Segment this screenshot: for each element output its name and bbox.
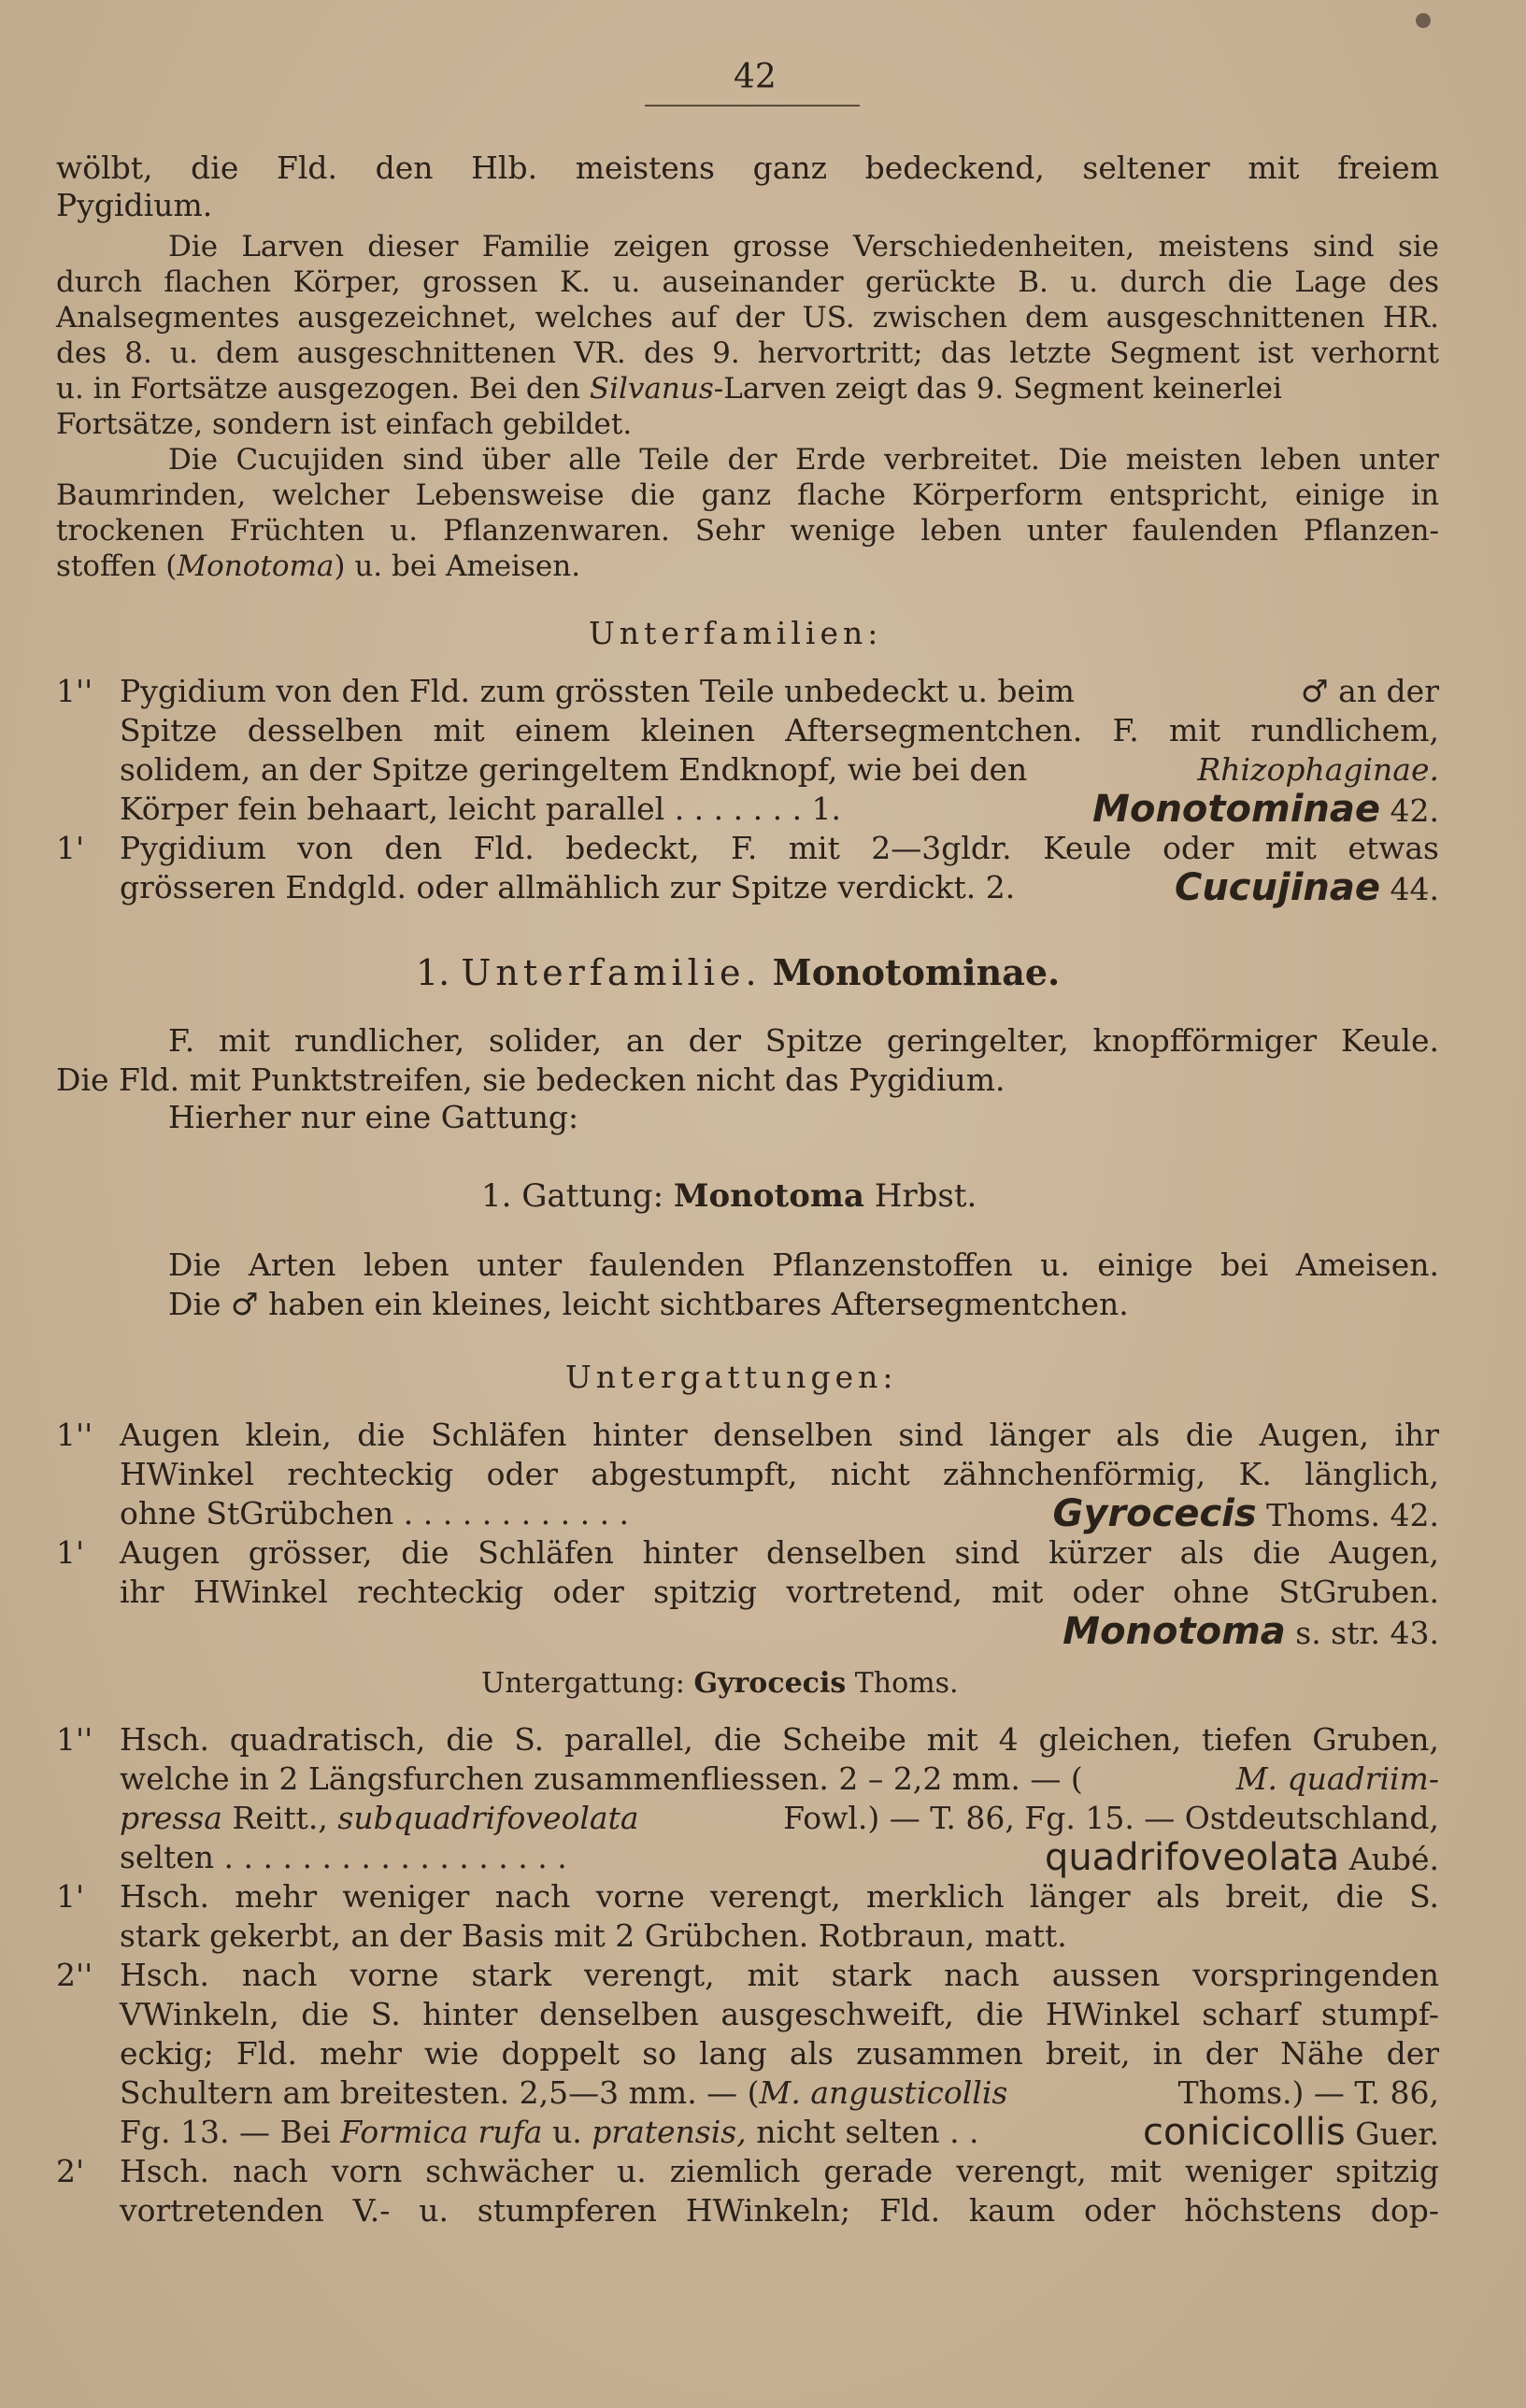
subfamily-desc-1: F. mit rundlicher, solider, an der Spitze geringelter, knopfförmiger Keule.	[168, 1022, 1439, 1059]
key3-2a-line-2: VWinkeln, die S. hinter denselben ausgeschweift, die HWinkel scharf stumpf-	[120, 1996, 1439, 2032]
key1-a-number: 1''	[56, 673, 93, 709]
subfamily-name: Monotominae.	[772, 951, 1061, 993]
cucujinae-name: Cucujinae	[1174, 866, 1381, 909]
subfamily-title: 1. Unterfamilie. Monotominae.	[416, 951, 1061, 993]
male-symbol-2: ♂	[231, 1286, 259, 1322]
larvae-line-5-a: u. in Fortsätze ausgezogen. Bei den Silvanus-Larven zeigt das 9. Segment keinerlei	[56, 372, 1282, 406]
key3-1a-line-2: welche in 2 Längsfurchen zusammenfliessen. 2 – 2,2 mm. — ( M. quadriim-	[120, 1760, 1439, 1797]
page-number: 42	[734, 58, 777, 96]
silvanus-genus: Silvanus	[589, 372, 714, 406]
key2-b-line-2: ihr HWinkel rechteckig oder spitzig vortretend, mit oder ohne StGruben.	[120, 1574, 1439, 1610]
gyrocecis-name: Gyrocecis	[1052, 1492, 1257, 1535]
key3-1a-number: 1''	[56, 1721, 93, 1758]
dist-line-2: Baumrinden, welcher Lebensweise die ganz flache Körperform entspricht, einige in	[56, 478, 1439, 512]
key3-1b-line-2: stark gekerbt, an der Basis mit 2 Grübchen. Rotbraun, matt.	[120, 1917, 1067, 1954]
key3-2b-number: 2'	[56, 2153, 85, 2189]
male-symbol: ♂	[1301, 673, 1329, 709]
subgenus-heading: Untergattung: Gyrocecis Thoms.	[481, 1667, 959, 1700]
key3-1b-line-1: Hsch. mehr weniger nach vorne verengt, merklich länger als breit, die S.	[120, 1878, 1439, 1915]
larvae-line-5	[56, 370, 1439, 407]
angusticollis-ref: M. angusticollis	[759, 2074, 1008, 2111]
key3-1a-line-1: Hsch. quadratisch, die S. parallel, die Scheibe mit 4 gleichen, tiefen Gruben,	[120, 1721, 1439, 1758]
key2-b-line-3: Monotoma s. str. 43.	[1062, 1610, 1439, 1653]
key1-b-number: 1'	[56, 830, 85, 866]
dist-line-4: stoffen (Monotoma) u. bei Ameisen.	[56, 549, 581, 583]
key3-2b-line-2: vortretenden V.- u. stumpferen HWinkeln; Fld. kaum oder höchstens dop-	[120, 2192, 1439, 2229]
key1-b-line-1: Pygidium von den Fld. bedeckt, F. mit 2—3gldr. Keule oder mit etwas	[120, 830, 1439, 866]
quadrifoveolata-name: quadrifoveolata	[1044, 1836, 1340, 1879]
subgenera-heading: Untergattungen:	[565, 1359, 898, 1395]
key2-a-line-1: Augen klein, die Schläfen hinter denselben sind länger als die Augen, ihr	[120, 1417, 1439, 1453]
key3-2b-line-1: Hsch. nach vorn schwächer u. ziemlich gerade verengt, mit weniger spitzig	[120, 2153, 1439, 2189]
quadriimpressa-ref: M. quadriim-	[1235, 1760, 1439, 1797]
header-rule	[645, 105, 860, 107]
key3-2a-line-5: Fg. 13. — Bei Formica rufa u. pratensis, nicht selten . . conicicollis Guer.	[120, 2111, 1439, 2154]
key3-2a-number: 2''	[56, 1957, 93, 1993]
conicicollis-name: conicicollis	[1143, 2111, 1346, 2154]
subfamilies-heading: Unterfamilien:	[589, 615, 883, 651]
key3-1a-line-4: selten . . . . . . . . . . . . . . . . . . quadrifoveolata Aubé.	[120, 1836, 1439, 1879]
key1-a-line-1: Pygidium von den Fld. zum grössten Teile unbedeckt u. beim ♂ an der	[120, 673, 1439, 709]
monotoma-sstr-name: Monotoma	[1062, 1610, 1286, 1653]
key1-a-line-3: solidem, an der Spitze geringeltem Endknopf, wie bei den Rhizophaginae.	[120, 751, 1439, 788]
genus-desc-1: Die Arten leben unter faulenden Pflanzenstoffen u. einige bei Ameisen.	[168, 1247, 1439, 1283]
larvae-line-6: Fortsätze, sondern ist einfach gebildet.	[56, 407, 633, 441]
larvae-line-4: des 8. u. dem ausgeschnittenen VR. des 9. hervortritt; das letzte Segment ist verhornt	[56, 336, 1439, 370]
formica-rufa-ref: Formica rufa	[340, 2114, 543, 2150]
intro-line-2: Pygidium.	[56, 187, 213, 223]
larvae-line-2: durch flachen Körper, grossen K. u. auseinander gerückte B. u. durch die Lage des	[56, 265, 1439, 299]
monotoma-genus-ref: Monotoma	[177, 549, 335, 583]
larvae-line-3: Analsegmentes ausgezeichnet, welches auf der US. zwischen dem ausgeschnittenen HR.	[56, 301, 1439, 335]
key2-b-line-1: Augen grösser, die Schläfen hinter denselben sind kürzer als die Augen,	[120, 1534, 1439, 1571]
key3-2a-line-4: Schultern am breitesten. 2,5—3 mm. — (M. angusticollis Thoms.) — T. 86,	[120, 2074, 1439, 2111]
genus-heading: 1. Gattung: Monotoma Hrbst.	[481, 1177, 977, 1215]
monotominae-name: Monotominae	[1092, 788, 1381, 831]
genus-desc-2: Die ♂ haben ein kleines, leicht sichtbares Aftersegmentchen.	[168, 1286, 1129, 1322]
subfamily-desc-2: Die Fld. mit Punktstreifen, sie bedecken nicht das Pygidium.	[56, 1062, 1005, 1098]
key2-b-number: 1'	[56, 1534, 85, 1571]
pratensis-ref: pratensis,	[592, 2114, 747, 2150]
key2-a-line-2: HWinkel rechteckig oder abgestumpft, nicht zähnchenförmig, K. länglich,	[120, 1456, 1439, 1492]
rhizophaginae-ref: Rhizophaginae.	[1197, 751, 1439, 788]
genus-name: Monotoma	[673, 1177, 864, 1215]
key1-b-line-2: grösseren Endgld. oder allmählich zur Spitze verdickt. 2. Cucujinae 44.	[120, 866, 1439, 909]
subgenus-name: Gyrocecis	[693, 1667, 847, 1700]
dist-line-3: trockenen Früchten u. Pflanzenwaren. Sehr wenige leben unter faulenden Pflanzen-	[56, 514, 1439, 548]
key3-2a-line-1: Hsch. nach vorne stark verengt, mit stark nach aussen vorspringenden	[120, 1957, 1439, 1993]
ink-spot	[1416, 13, 1431, 28]
key3-2a-line-3: eckig; Fld. mehr wie doppelt so lang als zusammen breit, in der Nähe der	[120, 2035, 1439, 2072]
key1-a-line-4: Körper fein behaart, leicht parallel . . . . . . . 1. Monotominae 42.	[120, 788, 1439, 831]
key2-a-number: 1''	[56, 1417, 93, 1453]
intro-line-1: wölbt, die Fld. den Hlb. meistens ganz bedeckend, seltener mit freiem	[56, 150, 1439, 186]
key3-1b-number: 1'	[56, 1878, 85, 1915]
larvae-line-1: Die Larven dieser Familie zeigen grosse Verschiedenheiten, meistens sind sie	[168, 230, 1439, 264]
subfamily-desc-3: Hierher nur eine Gattung:	[168, 1099, 579, 1135]
key2-a-line-3: ohne StGrübchen . . . . . . . . . . . . Gyrocecis Thoms. 42.	[120, 1492, 1439, 1535]
key1-a-line-2: Spitze desselben mit einem kleinen Aftersegmentchen. F. mit rundlichem,	[120, 712, 1439, 748]
dist-line-1: Die Cucujiden sind über alle Teile der Erde verbreitet. Die meisten leben unter	[168, 443, 1439, 477]
key3-1a-line-3: pressa Reitt., subquadrifoveolata Fowl.) — T. 86, Fg. 15. — Ostdeutschland,	[120, 1800, 1439, 1836]
subquadrifoveolata-ref: subquadrifoveolata	[337, 1800, 639, 1836]
